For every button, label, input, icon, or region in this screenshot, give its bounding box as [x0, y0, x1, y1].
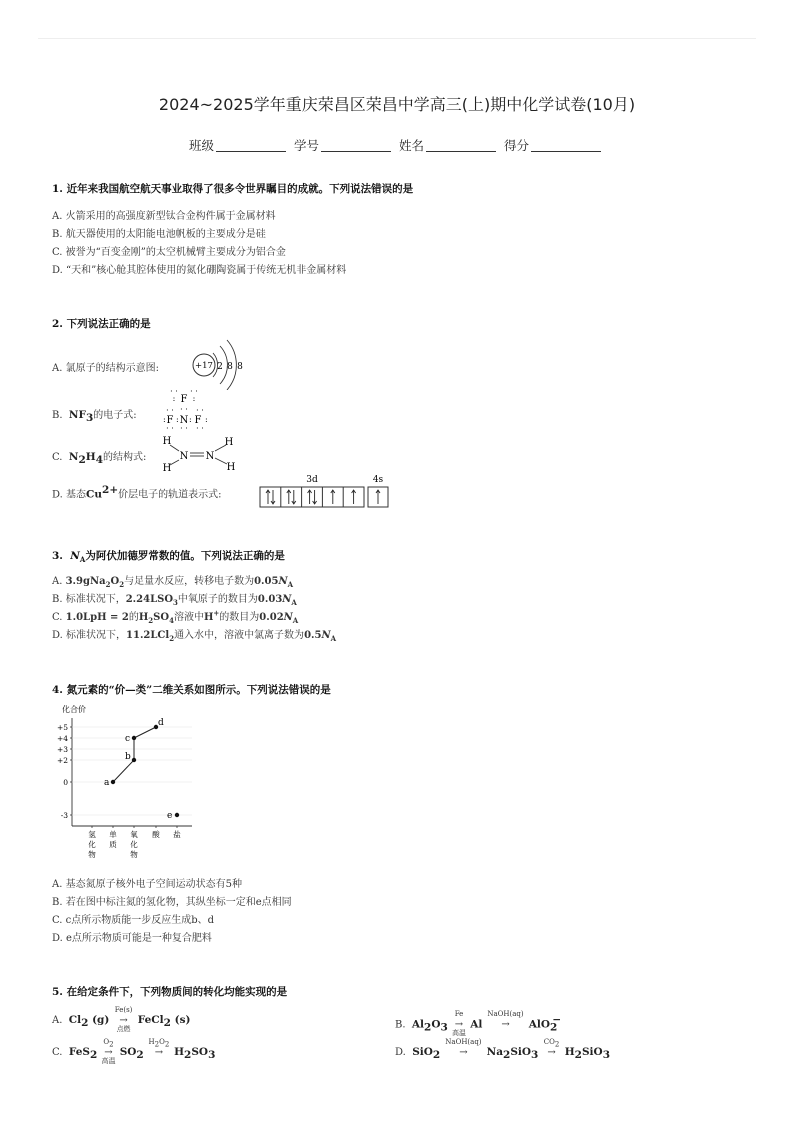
- q2-option-b-label: B. $NF_3$的电子式:: [52, 409, 137, 424]
- q5-option-d: D. SiO$_2$ NaOH(aq) → $Na_2SiO_3$ $CO_2$ → $H_2SiO_3$: [395, 1038, 610, 1061]
- info-name-blank: [426, 139, 496, 152]
- svg-text::: :: [192, 394, 196, 403]
- chart-point-e: [175, 813, 179, 817]
- q1-option-b: B. 航天器使用的太阳能电池帆板的主要成分是硅: [52, 229, 266, 240]
- chlorine-atom-diagram: [186, 338, 252, 390]
- valence-class-chart: [52, 700, 202, 865]
- svg-text:· ·: · ·: [196, 424, 204, 432]
- q3-option-a: A. $3.9gNa_2O_2$与足量水反应，转移电子数为$0.05N_A$: [52, 576, 294, 589]
- nucleus-charge: +17: [195, 361, 213, 371]
- q4-option-b: B. 若在图中标注氮的氢化物，其纵坐标一定和e点相同: [52, 897, 292, 908]
- student-info-row: [0, 136, 794, 154]
- chart-ytick-label: +4: [56, 734, 68, 743]
- chart-xcat-label: 盐: [173, 830, 181, 839]
- q1-stem: 1. 近年来我国航空航天事业取得了很多令世界瞩目的成就。下列说法错误的是: [52, 183, 414, 195]
- nf3-f-left: F: [166, 415, 174, 426]
- q2-stem: 2. 下列说法正确的是: [52, 318, 151, 330]
- q5-option-c: C. FeS$_2$ $O_2$ → 高温 $SO_2$ $H_2O_2$ → $H_2SO_3$: [52, 1038, 216, 1065]
- info-score-label: 得分: [503, 138, 529, 153]
- svg-text:· ·: · ·: [166, 406, 174, 415]
- q1-option-a: A. 火箭采用的高强度新型钛合金构件属于金属材料: [52, 211, 276, 222]
- chart-ytick-label: -3: [60, 811, 68, 820]
- info-id-blank: [321, 139, 391, 152]
- chart-point-label-a: a: [104, 778, 110, 788]
- nf3-electron-dot-diagram: [160, 388, 210, 432]
- q3-option-c: C. 1.0LpH = 2的$H_2SO_4$溶液中H+的数目为$0.02N_A$: [52, 608, 299, 625]
- svg-text::: :: [205, 415, 208, 424]
- svg-text::: :: [176, 415, 179, 424]
- svg-text:· ·: · ·: [180, 405, 188, 414]
- nf3-n: N: [179, 415, 189, 426]
- chart-line-a-b: [113, 760, 134, 782]
- chart-xcat-label: 酸: [152, 830, 160, 839]
- q4-stem: 4. 氮元素的“价—类”二维关系如图所示。下列说法错误的是: [52, 684, 331, 696]
- svg-text::: :: [163, 415, 166, 424]
- n2h4-h-bottom-right: H: [226, 462, 236, 473]
- chart-xcat-label: 氢化物: [88, 830, 96, 859]
- q3-option-d: D. 标准状况下，11.2LCl$_2$通入水中，溶液中氯离子数为$0.5N_A$: [52, 630, 337, 643]
- page-title: 2024~2025学年重庆荣昌区荣昌中学高三(上)期中化学试卷(10月): [158, 95, 636, 114]
- shell-3-count: 8: [237, 362, 243, 372]
- n2h4-n-right: N: [205, 451, 215, 462]
- info-score-blank: [531, 139, 601, 152]
- svg-text:· ·: · ·: [170, 388, 178, 396]
- nf3-f-right: F: [194, 415, 202, 426]
- chart-line-c-d: [134, 727, 156, 738]
- chart-point-label-e: e: [167, 811, 173, 821]
- svg-text:· ·: · ·: [196, 406, 204, 415]
- n2h4-h-top-right: H: [224, 437, 234, 448]
- q2-option-c-label: C. $N_2H_4$的结构式:: [52, 451, 147, 466]
- svg-text::: :: [189, 415, 192, 424]
- svg-text:· ·: · ·: [166, 424, 174, 432]
- svg-text:· ·: · ·: [190, 388, 198, 396]
- chart-xcat-label: 单质: [109, 830, 117, 849]
- orbital-4s-label: 4s: [372, 475, 384, 485]
- shell-1-count: 2: [217, 362, 223, 372]
- orbital-3d-label: 3d: [306, 475, 318, 485]
- n2h4-n-left: N: [179, 451, 189, 462]
- cu2-orbital-diagram: [256, 472, 396, 510]
- chart-xcat-label: 氧化物: [130, 830, 138, 859]
- n2h4-structure-diagram: [160, 434, 240, 474]
- q3-option-b: B. 标准状况下，$2.24LSO_3$中氧原子的数目为$0.03N_A$: [52, 594, 297, 607]
- chart-ytick-label: 0: [63, 778, 68, 787]
- chart-ytick-label: +2: [56, 756, 68, 765]
- q4-option-a: A. 基态氮原子核外电子空间运动状态有5种: [52, 879, 242, 890]
- n2h4-h-top-left: H: [162, 436, 172, 447]
- q5-stem: 5. 在给定条件下，下列物质间的转化均能实现的是: [52, 986, 288, 998]
- nf3-f-top: F: [180, 394, 188, 405]
- q4-option-c: C. c点所示物质能一步反应生成b、d: [52, 915, 215, 926]
- n2h4-h-bottom-left: H: [162, 463, 172, 474]
- q2-option-a-label: A. 氯原子的结构示意图:: [52, 363, 159, 374]
- chart-point-label-b: b: [125, 752, 131, 762]
- q1-option-d: D. “天和”核心舱其腔体使用的氮化硼陶瓷属于传统无机非金属材料: [52, 265, 347, 276]
- q5-option-b: B. $Al_2O_3$ Fe → 高温 Al NaOH(aq) → AlO$_2$−: [395, 1010, 562, 1038]
- info-class-label: 班级: [188, 138, 214, 153]
- chart-point-label-d: d: [158, 718, 164, 728]
- chart-ytick-label: +3: [56, 745, 68, 754]
- q5-option-a: A. $Cl_2$ (g) Fe(s) → 点燃 FeCl$_2$ (s): [52, 1006, 191, 1033]
- info-id-label: 学号: [293, 138, 319, 153]
- chart-point-a: [111, 780, 115, 784]
- svg-text:· ·: · ·: [180, 424, 188, 432]
- chart-ylabel: 化合价: [62, 705, 86, 714]
- info-class-blank: [216, 139, 286, 152]
- q1-option-c: C. 被誉为“百变金刚”的太空机械臂主要成分为铝合金: [52, 247, 286, 258]
- top-divider: [38, 38, 756, 39]
- q2-option-d-label: D. 基态$Cu^{2+}$价层电子的轨道表示式:: [52, 484, 222, 501]
- info-name-label: 姓名: [398, 138, 424, 153]
- chart-point-c: [132, 736, 136, 740]
- q4-option-d: D. e点所示物质可能是一种复合肥料: [52, 933, 212, 944]
- svg-text::: :: [172, 394, 176, 403]
- q3-stem: 3. $N_A$为阿伏加德罗常数的值。下列说法正确的是: [52, 550, 285, 565]
- chart-point-b: [132, 758, 136, 762]
- chart-point-label-c: c: [125, 734, 131, 744]
- shell-2-count: 8: [227, 362, 233, 372]
- chart-ytick-label: +5: [56, 723, 68, 732]
